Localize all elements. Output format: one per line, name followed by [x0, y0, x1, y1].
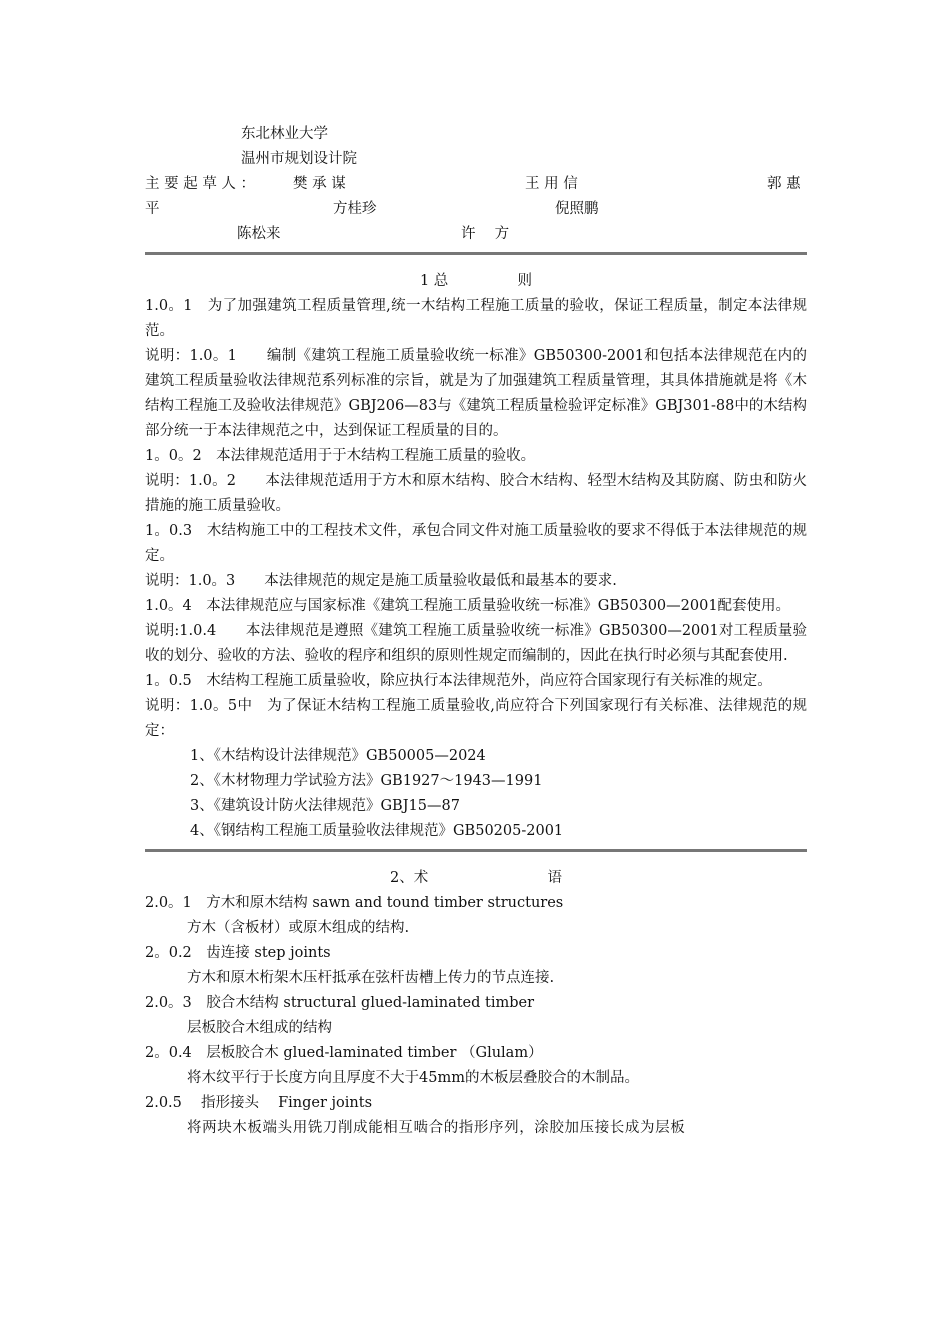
- term-heading: 2.0。1 方木和原木结构 sawn and tound timber structures: [145, 895, 564, 911]
- paragraph: 说明：1.0。2 本法律规范适用于方木和原木结构、胶合木结构、轻型木结构及其防腐、防虫和防火措施的施工质量验收。: [145, 473, 807, 514]
- term-heading: 2.0.5 指形接头 Finger joints: [145, 1095, 373, 1111]
- drafter-name: 樊 承 谋: [293, 176, 346, 192]
- list-item: 4、《钢结构工程施工质量验收法律规范》GB50205-2001: [190, 823, 564, 839]
- section-title-word: 语: [547, 870, 562, 886]
- section-title-number: 1 总: [419, 273, 449, 289]
- paragraph: 说明：1.0。1 编制《建筑工程施工质量验收统一标准》GB50300-2001和包括本法律规范在内的建筑工程质量验收法律规范系列标准的宗旨，就是为了加强建筑工程质量管理，其具体措施就是将《木结构工程施工及验收法律规范》GBJ206—83与《建筑工程质量检验评定标准》GBJ301-88中的木结构部分统一于本法律规范之中，达到保证工程质量的目的。: [145, 348, 807, 439]
- paragraph: 1。0.3 木结构施工中的工程技术文件，承包合同文件对施工质量验收的要求不得低于本法律规范的规定。: [145, 523, 807, 564]
- term-definition: 将木纹平行于长度方向且厚度不大于45mm的木板层叠胶合的木制品。: [187, 1070, 639, 1086]
- section-1-title: [145, 269, 807, 294]
- document-page: [145, 122, 807, 1141]
- term-definition: 层板胶合木组成的结构: [187, 1020, 332, 1036]
- org-2: 温州市规划设计院: [241, 151, 357, 167]
- list-item: 2、《木材物理力学试验方法》GB1927～1943—1991: [190, 773, 543, 789]
- org-1: 东北林业大学: [241, 126, 328, 142]
- divider: [145, 849, 807, 852]
- drafter-name: 郭 惠: [767, 176, 801, 192]
- drafter-name: 许 方: [461, 226, 510, 242]
- paragraph: 1.0。4 本法律规范应与国家标准《建筑工程施工质量验收统一标准》GB50300—2001配套使用。: [145, 598, 791, 614]
- drafter-name: 陈松来: [237, 226, 281, 242]
- section-2-title: [145, 866, 807, 891]
- drafter-name: 倪照鹏: [555, 201, 599, 217]
- paragraph: 1。0。2 本法律规范适用于于木结构工程施工质量的验收。: [145, 448, 536, 464]
- paragraph: 1.0。1 为了加强建筑工程质量管理,统一木结构工程施工质量的验收，保证工程质量，制定本法律规范。: [145, 298, 807, 339]
- drafter-name: 方桂珍: [333, 201, 377, 217]
- drafters-block: [145, 172, 807, 247]
- term-heading: 2。0.2 齿连接 step joints: [145, 945, 331, 961]
- drafter-label: 主 要 起 草 人 ：: [145, 176, 256, 192]
- drafter-name: 王 用 信: [525, 176, 578, 192]
- paragraph: 说明：1.0。5中 为了保证木结构工程施工质量验收,尚应符合下列国家现行有关标准、法律规范的规定：: [145, 698, 807, 739]
- term-definition: 将两块木板端头用铣刀削成能相互啮合的指形序列，涂胶加压接长成为层板: [187, 1120, 686, 1136]
- term-heading: 2。0.4 层板胶合木 glued-laminated timber （Glulam）: [145, 1045, 543, 1061]
- term-definition: 方木（含板材）或原木组成的结构.: [187, 920, 410, 936]
- drafter-name: 平: [145, 201, 160, 217]
- list-item: 1、《木结构设计法律规范》GB50005—2024: [190, 748, 486, 764]
- section-title-number: 2、术: [390, 870, 429, 886]
- section-title-word: 则: [517, 273, 533, 289]
- term-heading: 2.0。3 胶合木结构 structural glued-laminated timber: [145, 995, 535, 1011]
- term-definition: 方木和原木桁架木压杆抵承在弦杆齿槽上传力的节点连接.: [187, 970, 555, 986]
- paragraph: 1。0.5 木结构工程施工质量验收，除应执行本法律规范外，尚应符合国家现行有关标准的规定。: [145, 673, 772, 689]
- divider: [145, 252, 807, 255]
- paragraph: 说明:1.0.4 本法律规范是遵照《建筑工程施工质量验收统一标准》GB50300—2001对工程质量验收的划分、验收的方法、验收的程序和组织的原则性规定而编制的，因此在执行时必须与其配套使用.: [145, 623, 807, 664]
- list-item: 3、《建筑设计防火法律规范》GBJ15—87: [190, 798, 460, 814]
- paragraph: 说明：1.0。3 本法律规范的规定是施工质量验收最低和最基本的要求.: [145, 573, 617, 589]
